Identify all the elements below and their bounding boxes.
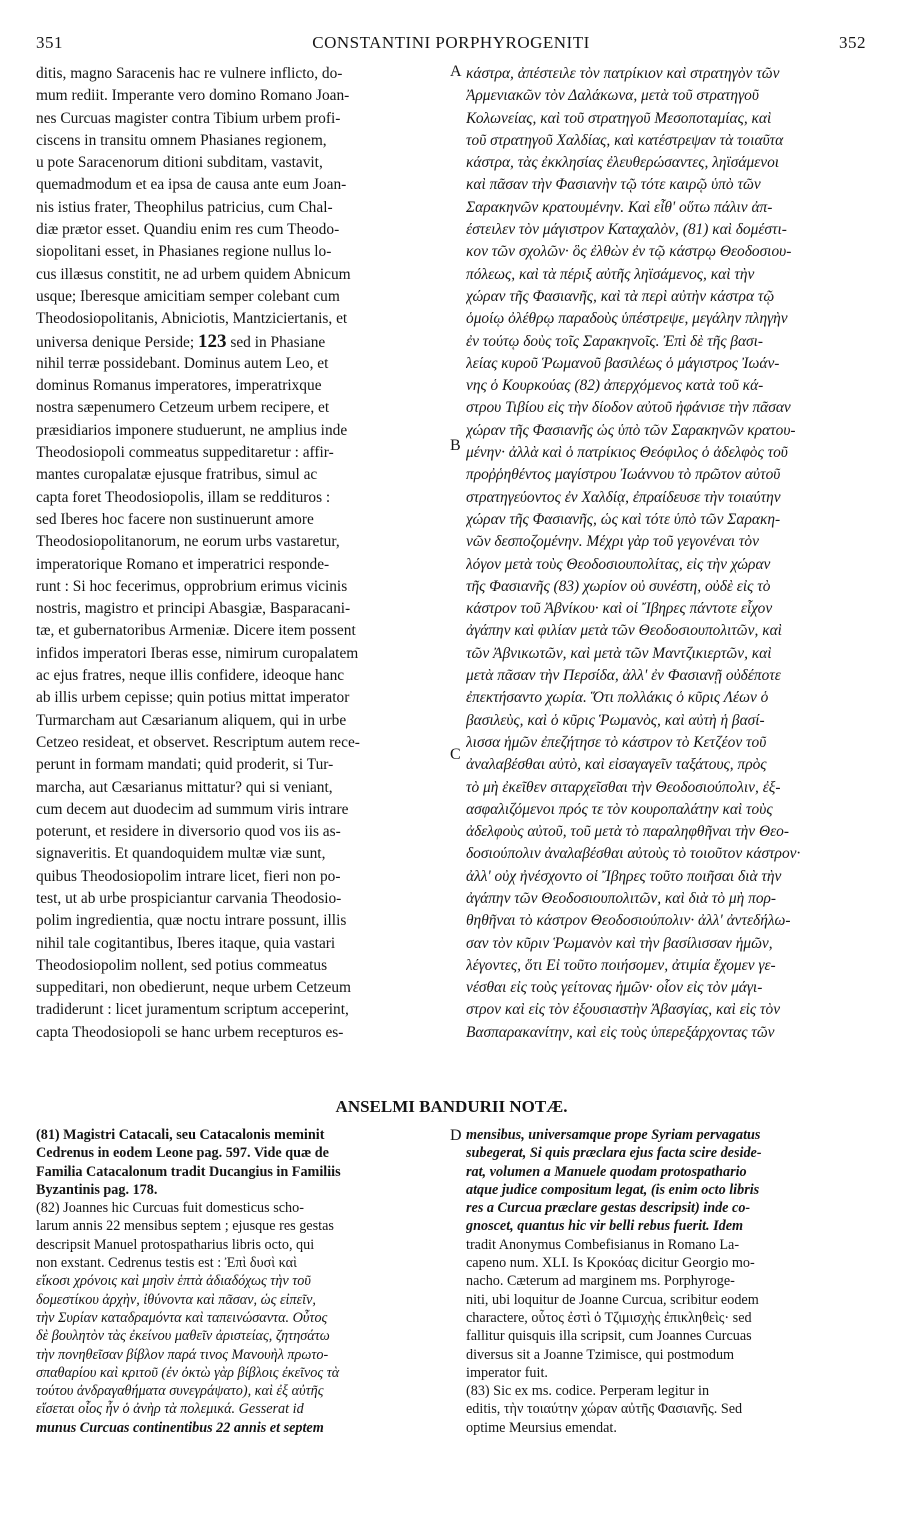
note-line: δὲ βουλητὸν τὰς ἐκείνου μαθεῖν ἀριστείας, ζητησάτω [36,1328,330,1345]
latin-line: runt : Si hoc fecerimus, opprobrium erimus vicinis [36,577,348,595]
greek-line: κάστρα, ἀπέστειλε τὸν πατρίκιον καὶ στρατηγὸν τῶν [466,65,780,82]
greek-line: ἀδελφοὺς αὐτοῦ, τοῦ μετὰ τὸ παραληφθῆναι τὴν Θεο- [466,823,789,841]
greek-line: πόλεως, καὶ τὰ πέριξ αὐτῆς ληϊσάμενος, καὶ τὴν [466,265,755,283]
note-line: larum annis 22 mensibus septem ; ejusque res gestas [36,1218,334,1235]
greek-line: ἐν τούτῳ δοὺς τοῖς Σαρακηνοῖς. Ἐπὶ δὲ τῆς βασι- [466,332,764,350]
latin-line: ditis, magno Saracenis hac re vulnere inflicto, do- [36,65,343,82]
greek-line: λέγοντες, ὅτι Εἰ τοῦτο ποιήσομεν, ἀτιμία ἔχομεν γε- [466,956,776,974]
latin-line: nostris, magistro et principi Abasgiæ, Basparacani- [36,600,351,618]
note-line: descripsit Manuel protospatharius libris octo, qui [36,1236,315,1253]
note-line: diversus sit a Joanne Tzimisce, qui postmodum [466,1346,735,1363]
greek-line: κάστρα, τὰς ἐκκλησίας ἐλευθερώσαντες, ληϊσάμενοι [466,154,780,172]
latin-line: mantes curopalatæ ejusque fratribus, simul ac [36,466,318,484]
greek-line: προῤῥηθέντος μαγίστρου Ἰωάννου τὸ πρῶτον αὐτοῦ [466,466,781,484]
margin-letter-a: A [450,63,462,80]
notes-left-column [36,1126,444,1437]
greek-line: νῶν δεσποζομένην. Μέχρι γὰρ τοῦ γεγονέναι τὸν [466,533,759,551]
latin-line: suppeditari, non obedierunt, neque urbem Cetzeum [36,979,351,997]
greek-line: λισσα ἡμῶν ἐπεζήτησε τὸ κάστρον τὸ Κετζέον τοῦ [466,733,767,751]
greek-line: μετὰ πᾶσαν τὴν Περσίδα, ἀλλ' ἐν Φασιανῇ οὐδέποτε [466,667,781,685]
note-line: Familia Catacalonum tradit Ducangius in Familiis [36,1163,341,1180]
latin-line [36,331,444,353]
greek-line: Ἀρμενιακῶν τὸν Δαλάκωνα, μετὰ τοῦ στρατηγοῦ [466,87,759,105]
note-line: τὴν πονηθεῖσαν βίβλον παρά τινος Μανουὴλ πρωτο- [36,1346,329,1363]
greek-column [466,63,866,1044]
edition-page-number: 123 [198,330,227,352]
page-number-right: 352 [839,33,866,52]
page-header [36,33,866,57]
latin-line: poterunt, et residere in diversorio quod vos iis as- [36,823,341,841]
note-line: editis, τὴν τοιαύτην χώραν αὐτῆς Φασιανῆς. Sed [466,1401,743,1418]
latin-line: dominus Romanus imperatores, imperatrixque [36,377,322,395]
note-line: σπαθαρίου καὶ κριτοῦ (ἐν ὀκτὼ γὰρ βίβλοις ἐκεῖνος τὰ [36,1364,340,1381]
greek-line: ἀγάπην καὶ φιλίαν μετὰ τῶν Θεοδοσιουπολιτῶν, καὶ [466,622,782,640]
greek-line: στρατηγεύοντος ἐν Χαλδίᾳ, ἐπραίδευσε τὴν τοιαύτην [466,488,781,506]
note-line: munus Curcuas continentibus 22 annis et septem [36,1419,324,1436]
greek-line: δοσιούπολιν ἀναλαβέσθαι αὐτοὺς τὸ τοιοῦτον κάστρον· [466,845,801,863]
latin-line: Theodosiopolitanis, Abniciotis, Mantziciertanis, et [36,310,348,328]
greek-line: λείας κυροῦ Ῥωμανοῦ βασιλέως ὁ μάγιστρος Ἰωάν- [466,354,780,372]
latin-line: nostra sæpenumero Cetzeum urbem recipere, et [36,399,330,417]
latin-line: sed Iberes hoc facere non sustinuerunt amore [36,510,314,528]
note-line: τὴν Συρίαν καταδραμόντα καὶ ταπεινώσαντα. Οὗτος [36,1309,328,1326]
note-line: rat, volumen a Manuele quodam protospathario [466,1163,747,1180]
greek-line: τὸ μὴ ἐκεῖθεν σιταρχεῖσθαι τὴν Θεοδοσιούπολιν, ἐξ- [466,778,781,796]
latin-line: usque; Iberesque amicitiam semper colebant cum [36,287,340,305]
greek-line: κον τῶν σχολῶν· ὃς ἐλθὼν ἐν τῷ κάστρῳ Θεοδοσιου- [466,243,792,261]
latin-line: nihil terræ possidebant. Dominus autem Leo, et [36,354,329,372]
latin-line: signaveritis. Et quandoquidem multæ viæ sunt, [36,845,326,863]
greek-line: ἀγάπην τῶν Θεοδοσιουπολιτῶν, καὶ διὰ τὸ μὴ πορ- [466,889,777,907]
note-line: (81) Magistri Catacali, seu Catacalonis meminit [36,1127,325,1143]
note-line: capeno num. XLI. Is Κροκόας dicitur Georgio mo- [466,1255,755,1272]
greek-line: ἀλλ' οὐχ ἠνέσχοντο οἱ Ἴβηρες τοῦτο ποιῆσαι διὰ τὴν [466,867,782,885]
greek-line: βασιλεὺς, καὶ ὁ κῦρις Ῥωμανὸς, καὶ αὐτὴ ἡ βασί- [466,711,765,729]
latin-line: nis istius frater, Theophilus patricius, cum Chal- [36,198,333,216]
latin-line: ac ejus fratres, neque illis confidere, ideoque hanc [36,667,345,685]
greek-line: στρον καὶ εἰς τὸν ἐξουσιαστὴν Ἀβασγίας, καὶ εἰς τὸν [466,1001,781,1019]
latin-line: Theodosiopolim nollent, sed potius commeatus [36,956,328,974]
latin-line: marcha, aut Cæsarianus mittatur? qui si veniant, [36,778,333,796]
latin-line: ab illis urbem cepisse; quin potius mittat imperator [36,689,350,707]
note-line: niti, ubi loquitur de Joanne Curcua, scribitur eodem [466,1291,759,1308]
note-line: mensibus, universamque prope Syriam pervagatus [466,1127,761,1143]
greek-line: λόγον μετὰ τοὺς Θεοδοσιουπολίτας, εἰς τὴν χώραν [466,555,771,573]
greek-line: χώραν τῆς Φασιανῆς, καὶ τὰ περὶ αὐτὴν κάστρα τῷ [466,287,775,305]
latin-line: Theodosiopolitanorum, ne eorum urbs vastaretur, [36,533,340,551]
latin-line: quibus Theodosiopolim intrare licet, fieri non po- [36,867,341,885]
greek-line: έστειλεν τὸν μάγιστρον Καταχαλὸν, (81) καὶ δομέστι- [466,221,787,239]
latin-line: ciscens in transitu omnem Phasianes regionem, [36,131,327,149]
latin-line: mum rediit. Imperante vero domino Romano Joan- [36,87,350,105]
note-line: non exstant. Cedrenus testis est : Ἐπὶ δυσὶ καὶ [36,1255,297,1272]
latin-line: Cetzeo resideat, et observet. Rescriptum autem rece- [36,733,360,751]
latin-line-head: universa denique Perside; [36,333,195,351]
greek-line: Βασπαρακανίτην, καὶ εἰς τοὺς ὑπερεξάρχοντας τῶν [466,1023,775,1041]
note-line: Cedrenus in eodem Leone pag. 597. Vide quæ de [36,1145,329,1162]
note-line: optime Meursius emendat. [466,1419,617,1436]
greek-line: ἀναλαβέσθαι αὐτὸ, καὶ εἰσαγαγεῖν ταξάτους, πρὸς [466,756,767,774]
latin-line: perunt in formam mandati; quid proderit, si Tur- [36,756,334,774]
note-line: (83) Sic ex ms. codice. Perperam legitur in [466,1383,710,1400]
note-line: εἴσεται οἷος ἦν ὁ ἀνὴρ τὰ πολεμικά. Gesserat id [36,1401,304,1418]
note-line: atque judice compositum legat, (is enim octo libris [466,1181,760,1198]
running-title: CONSTANTINI PORPHYROGENITI [312,33,590,52]
note-line: gnoscet, quantus hic vir belli rebus fuerit. Idem [466,1218,744,1235]
latin-line: capta foret Theodosiopolis, illam se reddituros : [36,488,331,506]
latin-line: tæ, et gubernatoribus Armeniæ. Dicere item possent [36,622,356,640]
greek-line: χώραν τῆς Φασιανῆς, ὡς καὶ τότε ὑπὸ τῶν Σαρακη- [466,510,781,528]
latin-line: præsidiarios imponere studuerunt, ne amplius inde [36,421,348,439]
note-line: τούτου ἀνδραγαθήματα συνεγράψατο), καὶ ἐξ αὐτῆς [36,1383,324,1400]
greek-line: θηθῆναι τὸ κάστρον Θεοδοσιούπολιν· ἀλλ' ἀντεδήλω- [466,912,791,930]
latin-line: nes Curcuas magister contra Tibium urbem profi- [36,109,341,127]
latin-line: siopolitani esset, in Phasianes regione nullus lo- [36,243,332,261]
note-line: nacho. Cæterum ad marginem ms. Porphyroge- [466,1273,735,1290]
latin-line: diæ prætor esset. Quandiu enim res cum Theodo- [36,221,340,239]
latin-line: test, ut ab urbe prospiciantur carvania Theodosio- [36,889,342,907]
notes-heading: ANSELMI BANDURII NOTÆ. [335,1097,568,1116]
note-line: imperator fuit. [466,1364,548,1381]
latin-line: Turmarcham aut Cæsarianum aliquem, qui in urbe [36,711,347,729]
greek-line: νης ὁ Κουρκούας (82) ἀπερχόμενος κατὰ τοῦ κά- [466,377,764,395]
latin-line: u pote Saracenorum ditioni subditam, vastavit, [36,154,323,172]
note-line: εἴκοσι χρόνοις καὶ μησὶν ἑπτὰ ἀδιαδόχως τὴν τοῦ [36,1273,311,1290]
margin-letter-c: C [450,746,461,763]
note-line: res a Curcua præclare gestas descripsit) inde co- [466,1200,751,1217]
greek-line: Κολωνείας, καὶ τοῦ στρατηγοῦ Μεσοποταμίας, καὶ [466,109,772,127]
greek-line: ἐπεκτήσαντο χωρία. Ὅτι πολλάκις ὁ κῦρις Λέων ὁ [466,689,769,707]
latin-line: nihil tale cogitantibus, Iberes itaque, quia vastari [36,934,336,952]
greek-line: καὶ πᾶσαν τὴν Φασιανὴν τῷ τότε καιρῷ ὑπὸ τῶν [466,176,761,194]
greek-line: κάστρον τοῦ Ἀβνίκου· καὶ οἱ Ἴβηρες πάντοτε εἶχον [466,600,773,618]
greek-line: ασφαλιζόμενοι πρός τε τὸν κουροπαλάτην καὶ τοὺς [466,800,773,818]
greek-line: νέσθαι εἰς τοὺς γείτονας ἡμῶν· οἷον εἰς τὸν μάγι- [466,979,763,997]
note-line: (82) Joannes hic Curcuas fuit domesticus scho- [36,1200,304,1217]
margin-letter-d: D [450,1127,462,1144]
page-number-left: 351 [36,33,63,52]
greek-line: τῶν Ἀβνικωτῶν, καὶ μετὰ τῶν Μαντζικιερτῶν, καὶ [466,644,772,662]
greek-line: ὁμοίῳ ὀλέθρῳ παραδοὺς ὑπέστρεψε, μεγάλην πληγὴν [466,310,788,328]
latin-line: tradiderunt : licet juramentum scriptum acceperint, [36,1001,349,1019]
latin-line: capta Theodosiopoli se hanc urbem recepturos es- [36,1023,344,1041]
greek-line: χώραν τῆς Φασιανῆς ὡς ὑπὸ τῶν Σαρακηνῶν κρατου- [466,421,796,439]
latin-line: quemadmodum et ea ipsa de causa ante eum Joan- [36,176,347,194]
latin-line: Theodosiopoli commeatus suppeditaretur : affir- [36,444,334,462]
greek-line: στρου Τιβίου εἰς τὴν δίοδον αὐτοῦ ἠφάνισε τὴν πᾶσαν [466,399,791,417]
greek-line: σαν τὸν κῦριν Ῥωμανὸν καὶ τὴν βασίλισσαν ἡμῶν, [466,934,773,952]
latin-line: imperatorique Romano et imperatrici responde- [36,555,330,573]
note-line: fallitur quisquis illa scripsit, cum Joannes Curcuas [466,1328,752,1345]
latin-column [36,63,444,1044]
greek-line: μένην· ἀλλὰ καὶ ὁ πατρίκιος Θεόφιλος ὁ ἀδελφὸς τοῦ [466,444,788,462]
greek-line: τῆς Φασιανῆς (83) χωρίον οὐ συνέστη, οὐδὲ εἰς τὸ [466,577,771,595]
note-line: δομεστίκου ἀρχὴν, ἰθύνοντα καὶ πᾶσαν, ὡς εἰπεῖν, [36,1291,316,1308]
note-line: tradit Anonymus Combefisianus in Romano La- [466,1236,740,1253]
latin-line-tail: sed in Phasiane [230,333,326,351]
latin-line: polim ingredientia, quæ noctu intrare possunt, illis [36,912,347,930]
notes-right-column [466,1126,866,1437]
note-line: Byzantinis pag. 178. [36,1181,158,1198]
note-line: subegerat, Si quis præclara ejus facta scire deside- [466,1145,762,1162]
latin-line: cum decem aut duodecim ad summum viris intrare [36,800,349,818]
greek-line: τοῦ στρατηγοῦ Χαλδίας, καὶ κατέστρεψαν τὰ τοιαῦτα [466,131,784,149]
latin-line: cus illæsus constitit, ne ad urbem quidem Abnicum [36,265,351,283]
note-line: charactere, οὗτος ἐστὶ ὁ Τζιμισχὴς ἐπικληθεὶς· sed [466,1309,752,1326]
greek-line: Σαρακηνῶν κρατουμένην. Καὶ εἶθ' οὕτω πάλιν ἀπ- [466,198,773,216]
margin-letter-b: B [450,437,461,454]
latin-line: infidos imperatori Iberas esse, nimirum curopalatem [36,644,359,662]
